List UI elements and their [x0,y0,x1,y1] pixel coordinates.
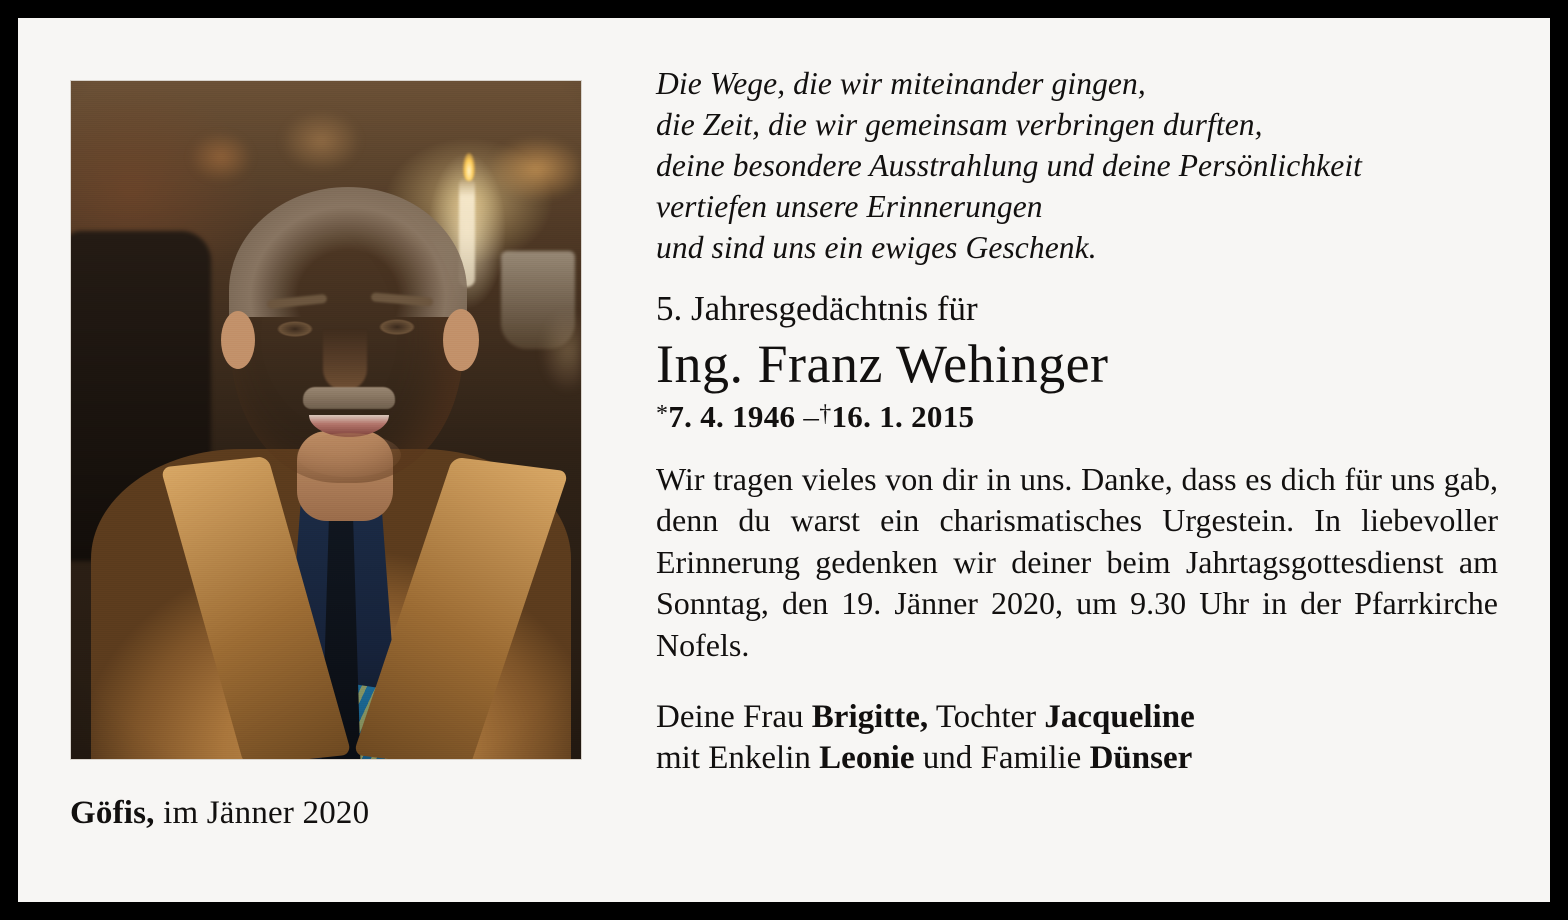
family-name-leonie: Leonie [819,739,915,776]
birth-symbol: * [656,400,669,427]
family-line-2 [656,738,1498,779]
family-name-brigitte: Brigitte, [811,698,929,735]
portrait-photo [70,80,582,760]
photo-grain [71,81,581,759]
birth-date: 7. 4. 1946 [668,398,796,434]
verse-line-2: die Zeit, die wir gemeinsam verbringen durften, [656,106,1263,142]
verse-line-4: vertiefen unsere Erinnerungen [656,188,1043,224]
family-name-jacqueline: Jacqueline [1044,698,1195,735]
family-line1-prefix: Deine Frau [656,698,812,735]
memorial-verse [656,64,1498,269]
anniversary-line: 5. Jahresgedächtnis für [656,288,978,328]
verse-line-1: Die Wege, die wir miteinander gingen, [656,66,1146,101]
text-column [618,18,1550,902]
death-symbol: † [819,400,832,427]
place-name: Göfis, [70,795,155,831]
family-line2-middle: und Familie [914,739,1090,776]
life-dates [656,399,1498,435]
place-date: im Jänner 2020 [154,795,370,831]
family-name-duenser: Dünser [1089,739,1193,776]
verse-line-5: und sind uns ein ewiges Geschenk. [656,229,1097,265]
deceased-name: Ing. Franz Wehinger [656,333,1109,394]
photo-column [18,18,618,902]
place-and-date [70,794,618,834]
family-line1-middle: Tochter [928,698,1045,735]
memorial-body-text: Wir tragen vieles von dir in uns. Danke, dass es dich für uns gab, denn du warst ein charismatisches Urgestein. In liebevoller Erinnerung gedenken wir deiner beim Jahrtagsgottesdienst am Sonntag, den 19. Jänner 2020, um 9.30 Uhr in der Pfarrkirche Nofels. [656,460,1498,664]
family-line-1 [656,697,1498,738]
date-dash: – [803,398,820,434]
family-line2-prefix: mit Enkelin [656,739,820,776]
obituary-card [18,18,1550,902]
verse-line-3: deine besondere Ausstrahlung und deine Persönlichkeit [656,147,1363,183]
death-date: 16. 1. 2015 [831,398,975,434]
family-signature [656,697,1498,780]
